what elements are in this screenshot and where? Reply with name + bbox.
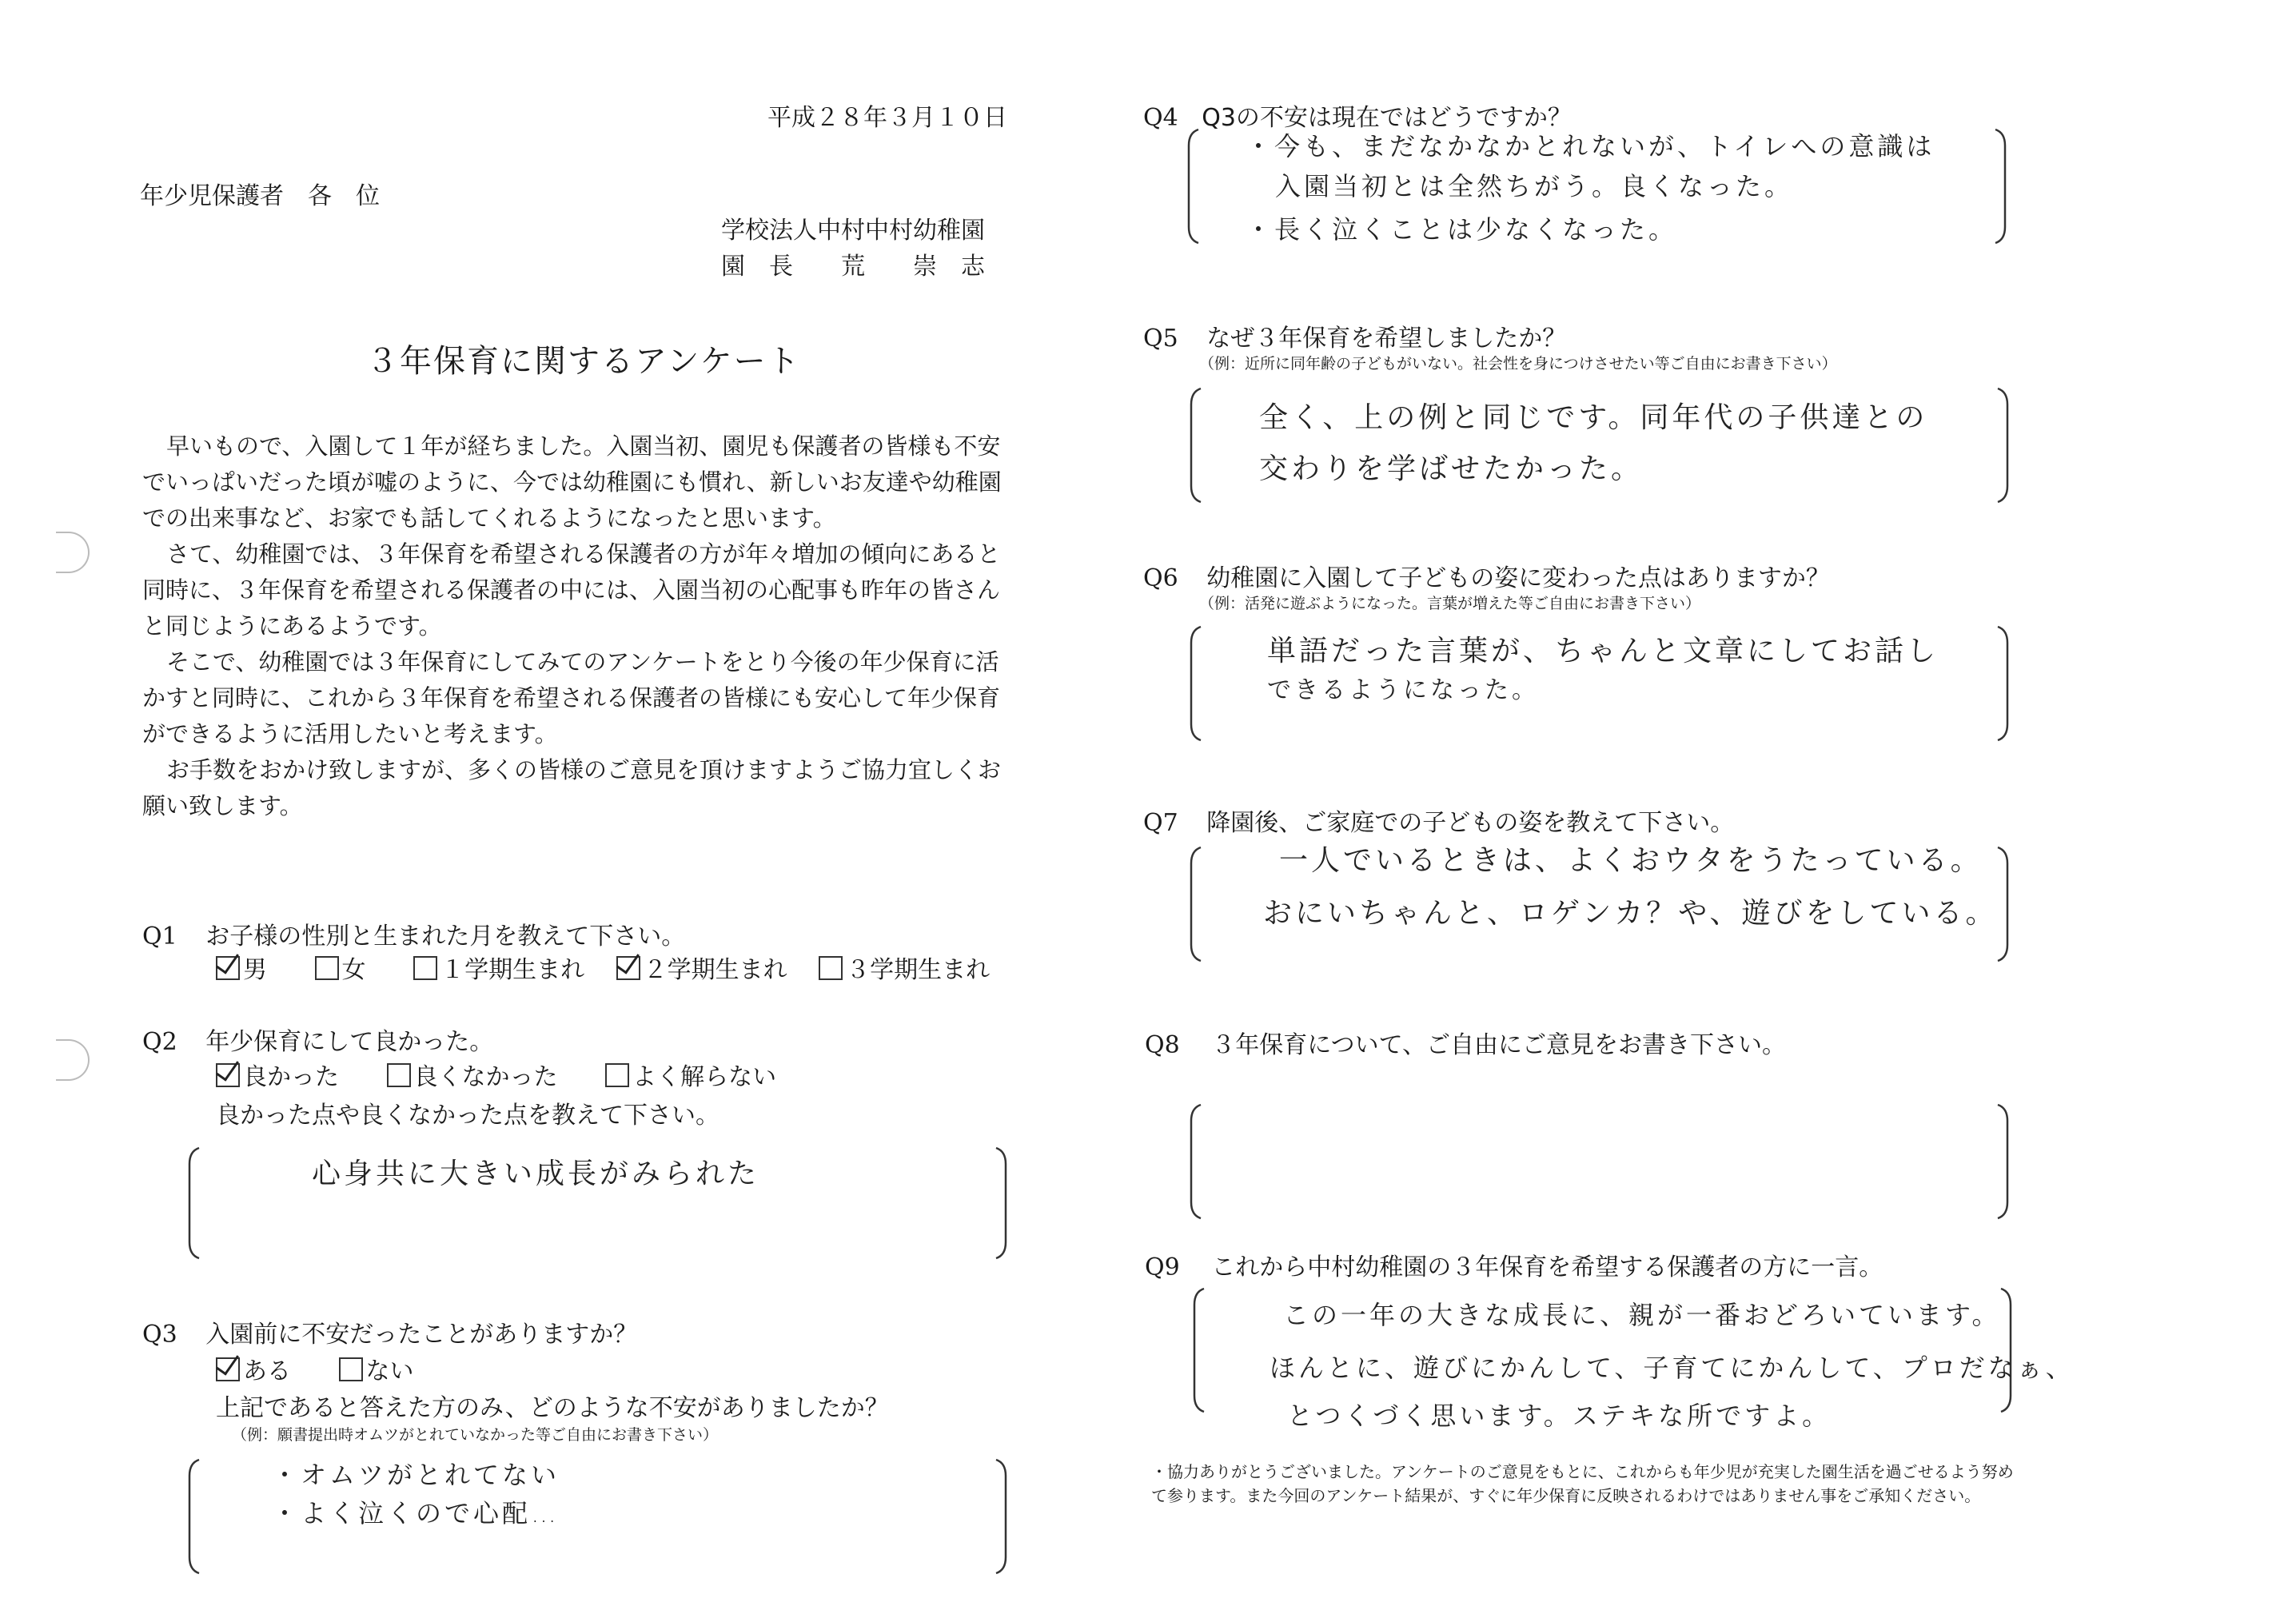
question-text: 幼稚園に入園して子どもの姿に変わった点はありますか？: [1206, 564, 1830, 592]
q4-handwritten-line: 入園当初とは全然ちがう。良くなった。: [1275, 171, 1794, 201]
intro-paragraph: そこで、幼稚園では３年保育にしてみてのアンケートをとり今後の年少保育に活かすと同時に、これから３年保育を希望される保護者の皆様にも安心して年少保育ができるように活用したいと考えます。: [142, 648, 1001, 747]
checkbox-checked[interactable]: [216, 1357, 240, 1381]
q3-example: （例：願書提出時オムツがとれていなかった等ご自由にお書き下さい）: [232, 1426, 719, 1444]
checkbox-checked[interactable]: [216, 1063, 240, 1087]
q1-question: [142, 916, 685, 951]
q7-handwritten-line: おにいちゃんと、ロゲンカ？や、遊びをしている。: [1263, 897, 1998, 930]
option-male[interactable]: 男: [216, 950, 267, 985]
option-yes[interactable]: ある: [216, 1351, 291, 1386]
checkbox-checked[interactable]: [616, 956, 640, 980]
q4-handwritten-line: ・長く泣くことは少なくなった。: [1246, 214, 1678, 245]
checkbox[interactable]: [339, 1357, 363, 1381]
question-number: Q3: [142, 1321, 177, 1349]
q1-options: [216, 950, 990, 985]
q2-options: [216, 1057, 816, 1092]
q2-handwritten-answer: 心身共に大きい成長がみられた: [312, 1158, 760, 1190]
punch-hole-mark: [56, 1039, 90, 1081]
q8-answer-bracket[interactable]: [1190, 1102, 2009, 1220]
q5-handwritten-line: 交わりを学ばせたかった。: [1259, 452, 1644, 485]
intro-paragraph: さて、幼稚園では、３年保育を希望される保護者の方が年々増加の傾向にあると同時に、３年保育を希望される保護者の中には、入園当初の心配事も昨年の皆さんと同じようにあるようです。: [142, 540, 1001, 640]
question-number: Q7: [1143, 809, 1178, 837]
q6-handwritten-line: できるようになった。: [1267, 676, 1539, 704]
option-term2[interactable]: ２学期生まれ: [616, 950, 787, 985]
q5-example: （例：近所に同年齢の子どもがいない。社会性を身につけさせたい等ご自由にお書き下さい）: [1199, 355, 1837, 373]
question-text: ３年保育について、ご自由にご意見をお書き下さい。: [1211, 1031, 1787, 1059]
q6-example: （例：活発に遊ぶようになった。言葉が増えた等ご自由にお書き下さい）: [1199, 595, 1701, 612]
intro-paragraph: お手数をおかけ致しますが、多くの皆様のご意見を頂けますようご協力宜しくお願い致します。: [142, 756, 1002, 819]
q4-handwritten-line: ・今も、まだなかなかとれないが、トイレへの意識は: [1246, 131, 1935, 161]
q2-subquestion: 良かった点や良くなかった点を教えて下さい。: [216, 1102, 719, 1130]
option-term1[interactable]: １学期生まれ: [413, 950, 584, 985]
question-number: Q4: [1143, 104, 1178, 132]
q9-handwritten-line: この一年の大きな成長に、親が一番おどろいています。: [1283, 1300, 2001, 1330]
q3-question: [142, 1314, 637, 1349]
q5-handwritten-line: 全く、上の例と同じです。同年代の子供達との: [1259, 401, 1928, 434]
checkbox-checked[interactable]: [216, 956, 240, 980]
question-text: これから中村幼稚園の３年保育を希望する保護者の方に一言。: [1211, 1253, 1883, 1281]
q3-handwritten-line: ・オムツがとれてない: [272, 1460, 560, 1490]
option-female[interactable]: 女: [315, 950, 366, 985]
question-text: 入園前に不安だったことがありますか？: [205, 1321, 638, 1349]
q5-question: [1143, 318, 1566, 353]
footer-note: ・協力ありがとうございました。アンケートのご意見をもとに、これからも年少児が充実した園生活を過ごせるよう努めて参ります。また今回のアンケート結果が、すぐに年少保育に反映されるわけではありません事をご承知ください。: [1151, 1462, 2014, 1505]
checkbox[interactable]: [387, 1063, 411, 1087]
question-text: 降園後、ご家庭での子どもの姿を教えて下さい。: [1206, 809, 1735, 837]
q9-question: [1145, 1247, 1883, 1282]
principal-name: 園 長 荒 崇 志: [721, 253, 985, 281]
q6-handwritten-line: 単語だった言葉が、ちゃんと文章にしてお話し: [1267, 635, 1939, 668]
q9-handwritten-line: とつくづく思います。ステキな所ですよ。: [1287, 1401, 1832, 1431]
addressee: 年少児保護者 各 位: [140, 182, 380, 210]
checkbox[interactable]: [605, 1063, 629, 1087]
option-unsure[interactable]: よく解らない: [605, 1057, 776, 1092]
checkbox[interactable]: [413, 956, 437, 980]
q3-options: [216, 1351, 454, 1386]
question-text: なぜ３年保育を希望しましたか？: [1206, 325, 1567, 353]
organization-name: 学校法人中村中村幼稚園: [721, 217, 985, 245]
question-number: Q5: [1143, 325, 1178, 353]
q7-question: [1143, 803, 1734, 838]
q6-question: [1143, 558, 1830, 593]
punch-hole-mark: [56, 532, 90, 573]
option-good[interactable]: 良かった: [216, 1057, 339, 1092]
question-number: Q9: [1145, 1253, 1180, 1281]
question-number: Q6: [1143, 564, 1178, 592]
q8-question: [1145, 1025, 1786, 1060]
question-text: 年少保育にして良かった。: [205, 1028, 494, 1056]
question-number: Q2: [142, 1028, 177, 1056]
q2-question: [142, 1022, 493, 1057]
question-number: Q8: [1145, 1031, 1180, 1059]
option-term3[interactable]: ３学期生まれ: [819, 950, 990, 985]
option-not-good[interactable]: 良くなかった: [387, 1057, 558, 1092]
intro-text: [142, 428, 1022, 824]
document-title: ３年保育に関するアンケート: [366, 343, 801, 380]
q7-handwritten-line: 一人でいるときは、よくおウタをうたっている。: [1279, 844, 1983, 877]
q3-handwritten-line: ・よく泣くので心配…: [272, 1498, 560, 1528]
checkbox[interactable]: [819, 956, 843, 980]
checkbox[interactable]: [315, 956, 339, 980]
option-no[interactable]: ない: [339, 1351, 414, 1386]
q3-subquestion: 上記であると答えた方のみ、どのような不安がありましたか？: [216, 1394, 889, 1422]
question-text: お子様の性別と生まれた月を教えて下さい。: [205, 923, 686, 950]
intro-paragraph: 早いもので、入園して１年が経ちました。入園当初、園児も保護者の皆様も不安でいっぱいだった頃が嘘のように、今では幼稚園にも慣れ、新しいお友達や幼稚園での出来事など、お家でも話してくれるようになったと思います。: [142, 432, 1002, 532]
question-text: Q3の不安は現在ではどうですか？: [1202, 104, 1572, 132]
q9-handwritten-line: ほんとに、遊びにかんして、子育てにかんして、プロだなぁ、: [1270, 1353, 2075, 1383]
document-date: 平成２８年３月１０日: [767, 104, 1007, 132]
question-number: Q1: [142, 923, 177, 950]
